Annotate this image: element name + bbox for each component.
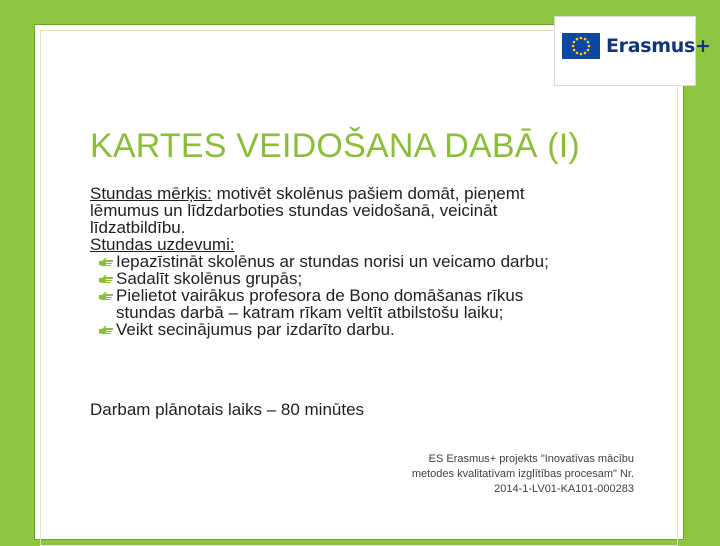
task-text: Pielietot vairākus profesora de Bono domāšanas rīkus [116, 286, 524, 305]
tasks-list [90, 253, 650, 338]
list-item [90, 270, 650, 287]
list-item [90, 253, 650, 270]
erasmus-brand-text: Erasmus+ [606, 35, 711, 57]
erasmus-logo [554, 16, 711, 86]
footnote-line2: metodes kvalitatīvam izglītības procesam" Nr. [411, 468, 634, 480]
list-item [90, 287, 650, 321]
tasks-label: Stundas uzdevumi: [90, 235, 235, 254]
pointing-hand-icon [98, 290, 114, 301]
footnote-line1: ES Erasmus+ projekts "Inovatīvas mācību [428, 453, 634, 465]
task-text: Veikt secinājumus par izdarīto darbu. [116, 320, 395, 339]
goal-text-line2: lēmumus un līdzdarboties stundas veidošanā, veicināt [90, 201, 498, 220]
goal-label: Stundas mērķis: [90, 184, 212, 203]
pointing-hand-icon [98, 273, 114, 284]
pointing-hand-icon [98, 256, 114, 267]
goal-text-line3: līdzatbildību. [90, 218, 186, 237]
tasks-heading [90, 236, 650, 253]
slide-content [90, 185, 650, 338]
goal-paragraph [90, 185, 650, 236]
task-text: Sadalīt skolēnus grupās; [116, 269, 303, 288]
duration-text: Darbam plānotais laiks – 80 minūtes [90, 400, 365, 419]
task-text: Iepazīstināt skolēnus ar stundas norisi un veicamo darbu; [116, 252, 549, 271]
list-item [90, 321, 650, 338]
goal-text-line1: motivēt skolēnus pašiem domāt, pieņemt [211, 184, 525, 203]
pointing-hand-icon [98, 324, 114, 335]
eu-flag-icon [562, 33, 600, 59]
footnote-line3: 2014-1-LV01-KA101-000283 [494, 483, 634, 495]
task-text-continued: stundas darbā – katram rīkam veltīt atbilstošu laiku; [116, 303, 504, 322]
slide-title: KARTES VEIDOŠANA DABĀ (I) [90, 127, 580, 165]
project-footnote [380, 452, 634, 497]
